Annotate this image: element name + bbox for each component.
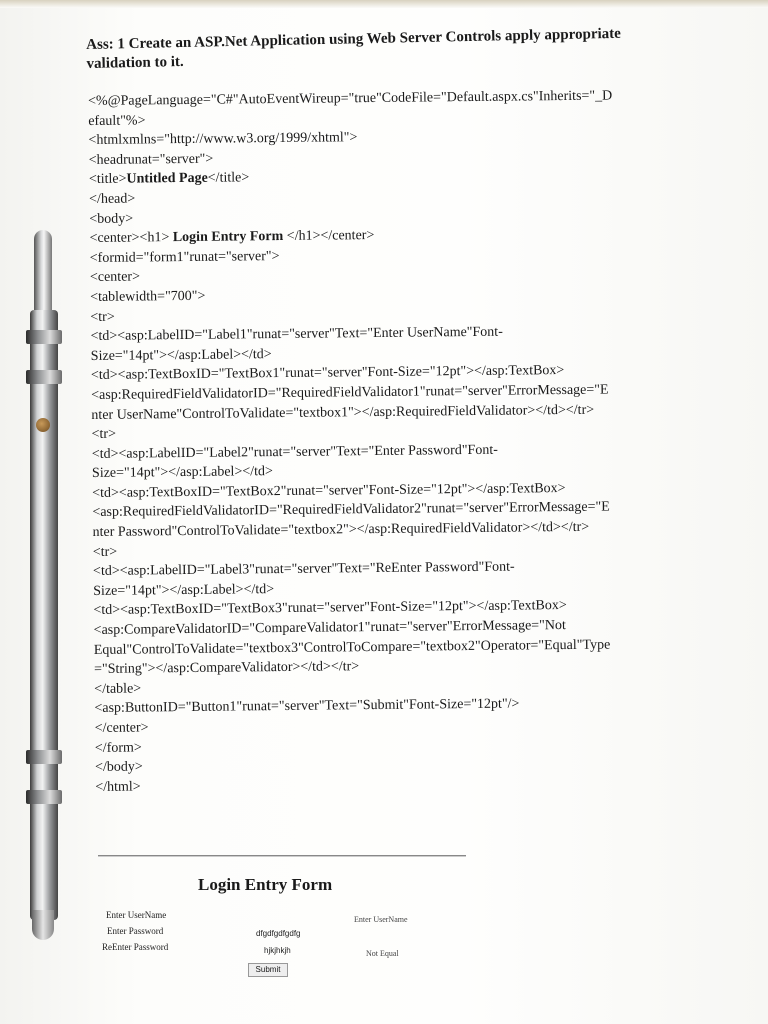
- code-line: <htmlxmlns="http://www.w3.org/1999/xhtml">: [88, 130, 358, 149]
- code-line: <headrunat="server">: [88, 151, 214, 168]
- code-line: <asp:ButtonID="Button1"runat="server"Text="Submit"Font-Size="12pt"/>: [94, 696, 520, 717]
- code-line: <tr>: [91, 426, 117, 443]
- code-line: nter Password"ControlToValidate="textbox2"></asp:RequiredFieldValidator></td></tr>: [92, 519, 590, 541]
- code-line: <tr>: [90, 309, 115, 325]
- code-line: Size="14pt"></asp:Label></td>: [93, 581, 275, 599]
- code-line: <formid="form1"runat="server">: [89, 248, 280, 266]
- code-line: <%@PageLanguage="C#"AutoEventWireup="true"CodeFile="Default.aspx.cs"Inherits="_D: [88, 88, 613, 109]
- reenter-password-field[interactable]: hjkjhkjh: [264, 946, 291, 955]
- error-compare: Not Equal: [366, 949, 399, 958]
- code-line: <td><asp:TextBoxID="TextBox3"runat="server"Font-Size="12pt"></asp:TextBox>: [93, 598, 567, 619]
- error-username: Enter UserName: [354, 915, 408, 924]
- code-line: <tr>: [92, 544, 118, 560]
- submit-button[interactable]: Submit: [248, 963, 288, 977]
- code-line: Size="14pt"></asp:Label></td>: [91, 464, 273, 482]
- code-line: <td><asp:TextBoxID="TextBox2"runat="server"Font-Size="12pt"></asp:TextBox>: [92, 480, 566, 501]
- code-line: <center><h1> Login Entry Form </h1></center>: [89, 228, 375, 247]
- code-line: efault"%>: [88, 112, 146, 129]
- code-line: <asp:RequiredFieldValidatorID="RequiredFieldValidator1"runat="server"ErrorMessage="E: [91, 382, 609, 403]
- code-line: <td><asp:TextBoxID="TextBox1"runat="server"Font-Size="12pt"></asp:TextBox>: [90, 363, 565, 384]
- heading-line-1: Ass: 1 Create an ASP.Net Application using Web Server Controls apply appropriate: [86, 25, 622, 53]
- code-line: Size="14pt"></asp:Label></td>: [90, 346, 272, 364]
- code-line: <td><asp:LabelID="Label2"runat="server"Text="Enter Password"Font-: [91, 442, 498, 462]
- code-line: </html>: [95, 779, 141, 795]
- code-line: <td><asp:LabelID="Label3"runat="server"Text="ReEnter Password"Font-: [92, 559, 515, 580]
- label-username: Enter UserName: [106, 910, 167, 920]
- code-line: <asp:RequiredFieldValidatorID="RequiredFieldValidator2"runat="server"ErrorMessage="E: [92, 500, 610, 521]
- password-field[interactable]: dfgdfgdfgdfg: [256, 929, 301, 938]
- code-line: <center>: [89, 269, 141, 286]
- code-line: ="String"></asp:CompareValidator></td></tr>: [93, 659, 360, 678]
- code-listing: [88, 86, 695, 798]
- code-line: </center>: [94, 720, 149, 736]
- heading-line-2: validation to it.: [86, 53, 184, 72]
- rendered-output-screenshot: [98, 855, 478, 985]
- code-line: <title>Untitled Page</title>: [88, 170, 250, 188]
- output-title: Login Entry Form: [198, 875, 333, 894]
- code-line: <body>: [89, 211, 134, 227]
- page-top-edge: [0, 0, 768, 8]
- label-reenter-password: ReEnter Password: [102, 942, 169, 952]
- label-password: Enter Password: [107, 926, 164, 936]
- code-line: </body>: [94, 759, 143, 776]
- binder-clip: [22, 230, 68, 940]
- code-line: Equal"ControlToValidate="textbox3"ControlToCompare="textbox2"Operator="Equal"Type: [93, 637, 611, 658]
- code-line: </table>: [94, 681, 142, 697]
- code-line: nter UserName"ControlToValidate="textbox1"></asp:RequiredFieldValidator></td></tr>: [91, 402, 595, 423]
- divider: [98, 855, 466, 857]
- code-line: <tablewidth="700">: [90, 288, 206, 305]
- code-line: <td><asp:LabelID="Label1"runat="server"Text="Enter UserName"Font-: [90, 324, 503, 345]
- code-line: <asp:CompareValidatorID="CompareValidator1"runat="server"ErrorMessage="Not: [93, 618, 566, 639]
- code-line: </form>: [94, 740, 142, 756]
- code-line: </head>: [89, 191, 136, 207]
